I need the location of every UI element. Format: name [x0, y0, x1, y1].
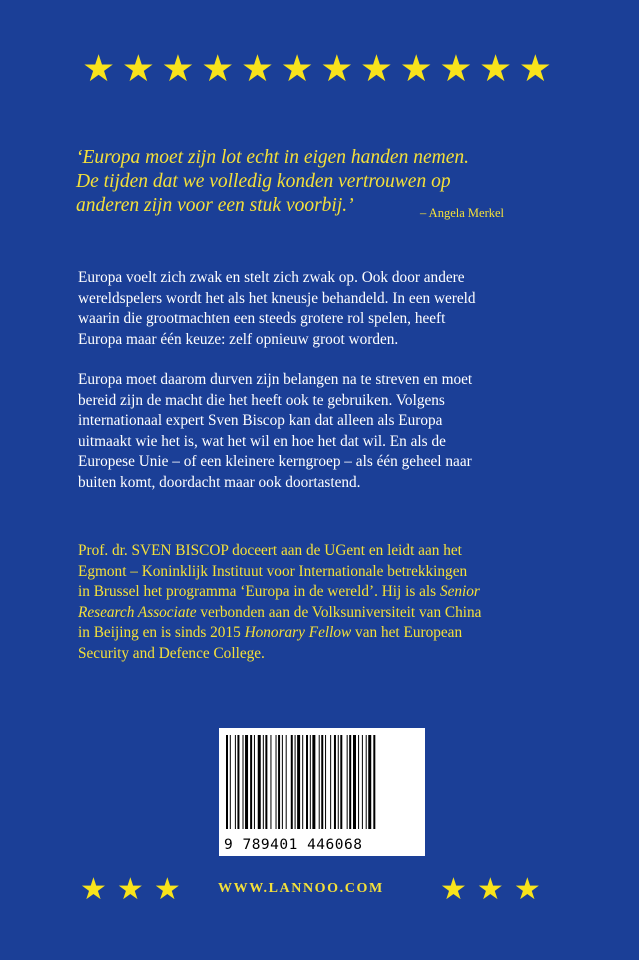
- star-icon: ★: [359, 47, 394, 90]
- barcode-bar: [347, 735, 348, 829]
- eu-stars-row: [82, 47, 552, 90]
- barcode-bar: [235, 735, 236, 829]
- barcode-bar: [353, 735, 356, 829]
- text-line: buiten komt, doordacht maar ook doortastend.: [78, 473, 361, 491]
- quote-line: ‘Europa moet zijn lot echt in eigen handen nemen.: [76, 147, 469, 168]
- text-line: waarin die grootmachten een steeds grotere rol spelen, heeft: [78, 310, 446, 327]
- star-icon: ★: [440, 872, 467, 907]
- star-icon: ★: [320, 47, 354, 90]
- footer-stars-right: [440, 872, 541, 907]
- bio-text: verbonden aan de Volksuniversiteit van China: [196, 603, 482, 621]
- bio-line: [78, 623, 578, 644]
- text-line: Europa maar één keuze: zelf opnieuw groot worden.: [78, 330, 399, 348]
- barcode-bar: [340, 735, 342, 829]
- barcode-bar: [334, 735, 336, 829]
- barcode-bar: [258, 735, 261, 829]
- barcode-bar: [265, 735, 267, 829]
- star-icon: ★: [161, 47, 195, 90]
- isbn-barcode: [219, 728, 425, 856]
- barcode-bar: [254, 735, 255, 829]
- star-icon: ★: [121, 47, 155, 90]
- text-line: bereid zijn de macht die het heeft ook te gebruiken. Volgens: [78, 391, 445, 409]
- text-line: internationaal expert Sven Biscop kan dat alleen als Europa: [78, 412, 443, 429]
- isbn-digits: 9 789401 446068: [224, 837, 363, 853]
- barcode-bar: [330, 735, 331, 829]
- text-line: Europa moet daarom durven zijn belangen na te streven en moet: [78, 371, 473, 388]
- barcode-bar: [278, 735, 280, 829]
- star-icon: ★: [476, 872, 504, 907]
- bio-text: in Brussel het programma ‘Europa in de wereld’. Hij is als: [78, 583, 440, 600]
- barcode-bar: [250, 735, 252, 829]
- star-icon: ★: [399, 47, 433, 90]
- bio-text: van het European: [351, 624, 463, 641]
- star-icon: ★: [518, 47, 552, 90]
- text-line: Europa voelt zich zwak en stelt zich zwak op. Ook door andere: [78, 269, 465, 286]
- bio-emphasis: Honorary Fellow: [244, 624, 352, 641]
- barcode-bar: [230, 735, 231, 829]
- barcode-bar: [321, 735, 323, 829]
- star-icon: ★: [82, 47, 116, 90]
- author-bio: [78, 541, 578, 664]
- barcode-bar: [302, 735, 303, 829]
- barcode-bar: [325, 735, 326, 829]
- footer-stars-left: [80, 872, 181, 907]
- bio-line: Security and Defence College.: [78, 644, 265, 662]
- barcode-bar: [226, 735, 228, 829]
- star-icon: ★: [513, 872, 541, 907]
- barcode-bar: [295, 735, 296, 829]
- star-icon: ★: [80, 872, 107, 907]
- star-icon: ★: [116, 872, 144, 907]
- bio-line: Prof. dr. SVEN BISCOP doceert aan de UGent en leidt aan het: [78, 542, 462, 559]
- barcode-bar: [373, 735, 375, 829]
- barcode-bars: [226, 735, 418, 829]
- star-icon: ★: [439, 47, 473, 90]
- blurb-paragraph-2: [78, 370, 568, 493]
- star-icon: ★: [280, 47, 314, 90]
- barcode-bar: [245, 735, 248, 829]
- bio-emphasis: Senior: [439, 583, 480, 600]
- barcode-bar: [338, 735, 339, 829]
- barcode-bar: [358, 735, 359, 829]
- star-icon: ★: [201, 47, 235, 90]
- barcode-bar: [243, 735, 244, 829]
- bio-line: Egmont – Koninklijk Instituut voor Internationale betrekkingen: [78, 562, 468, 580]
- star-icon: ★: [153, 872, 181, 907]
- barcode-bar: [291, 735, 293, 829]
- publisher-website[interactable]: WWW.LANNOO.COM: [218, 881, 384, 896]
- barcode-bar: [310, 735, 311, 829]
- quote-attribution: – Angela Merkel: [420, 206, 505, 220]
- barcode-bar: [276, 735, 277, 829]
- barcode-bar: [362, 735, 363, 829]
- barcode-bar: [270, 735, 271, 829]
- blurb-paragraph-1: [78, 268, 568, 350]
- bio-line: [78, 603, 578, 624]
- barcode-bar: [368, 735, 371, 829]
- barcode-bar: [349, 735, 351, 829]
- barcode-bar: [297, 735, 300, 829]
- bio-line: [78, 582, 578, 603]
- quote-line: De tijden dat we volledig konden vertrouwen op: [76, 171, 451, 192]
- barcode-bar: [366, 735, 367, 829]
- barcode-bar: [263, 735, 264, 829]
- barcode-bar: [282, 735, 283, 829]
- text-line: uitmaakt wie het is, wat het wil en hoe het dat wil. En als de: [78, 432, 446, 450]
- barcode-bar: [286, 735, 287, 829]
- bio-text: in Beijing en is sinds 2015: [78, 624, 245, 641]
- text-line: wereldspelers wordt het als het kneusje behandeld. In een wereld: [78, 289, 476, 307]
- quote-line: anderen zijn voor een stuk voorbij.’: [76, 195, 354, 216]
- bio-emphasis: Research Associate: [78, 603, 197, 621]
- barcode-bar: [319, 735, 320, 829]
- barcode-bar: [312, 735, 315, 829]
- barcode-bar: [237, 735, 239, 829]
- text-line: Europese Unie – of een kleinere kerngroep – als één geheel naar: [78, 453, 472, 470]
- star-icon: ★: [479, 47, 513, 90]
- barcode-bar: [306, 735, 308, 829]
- star-icon: ★: [240, 47, 274, 90]
